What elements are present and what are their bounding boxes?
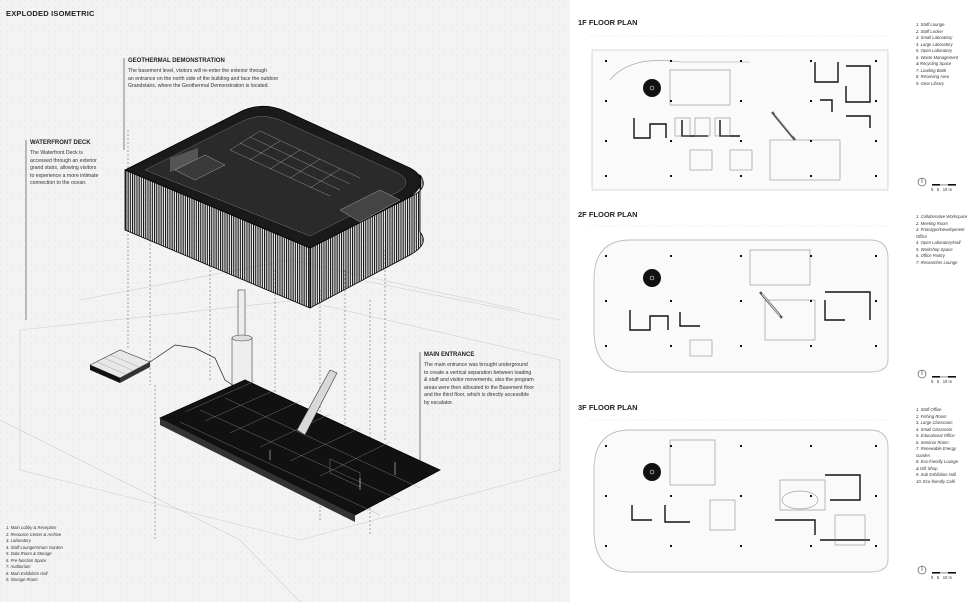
geothermal-title: GEOTHERMAL DEMONSTRATION xyxy=(128,58,225,64)
plan-1f-drawing xyxy=(592,50,888,190)
waterfront-title: WATERFRONT DECK xyxy=(30,140,91,146)
plan-1f-legend: 1. Staff Lounge 2. Staff Locker 3. Small Laboratory 4. Large Laboratory 5. Open Laboratory 6. Waste Management & Recycling Space 7. Loading Bank 8. Receiving Area 9. Gear Library xyxy=(916,22,959,86)
plan-3f-drawing xyxy=(594,430,888,572)
plan-2f-title: 2F FLOOR PLAN xyxy=(578,210,638,219)
plan-2f-legend: 1. Collaborative Workspace 2. Meeting Room 3. Prototype/Development Office 4. Open Laboratory/Hall 5. Workshop Space 6. Office Pantry 7. Researcher Lounge xyxy=(916,214,968,265)
floor-plan-drawings xyxy=(570,0,970,602)
waterfront-text: The Waterfront Deck is accessed through an exterior grand stairs, allowing visitors to experience a more intimate connection to the ocean. xyxy=(30,150,99,187)
plan-1f-scale: 0 5 10 m xyxy=(931,187,952,192)
plan-2f-scale: 0 5 10 m xyxy=(931,379,952,384)
isometric-legend: 1. Main Lobby & Reception 2. Resource Center & Archive 3. Laboratory 4. Staff Lounge/Atrium Garden 5. Data Room & Storage 6. Pre-function Space 7. Auditorium 8. Main Exhibition Hall 9. Storage Room xyxy=(6,525,63,582)
plan-2f-drawing xyxy=(594,240,888,372)
plan-3f-legend: 1. Staff Office 2. Fishing Room 3. Large Classroom 4. Small Classroom 5. Educational Office 6. Seminar Room 7. Renewable Energy Garden 8. Eco-friendly Lounge & Gift Shop 9. Sub Exhibition Hall 10. Eco-friendly Café xyxy=(916,407,958,484)
main-entrance-title: MAIN ENTRANCE xyxy=(424,352,475,358)
plan-3f-scale: 0 5 10 m xyxy=(931,575,952,580)
isometric-heading: EXPLODED ISOMETRIC xyxy=(6,9,95,18)
floor-plans-panel xyxy=(570,0,970,602)
main-entrance-text: The main entrance was brought underground to create a vertical separation between loading & staff and visitor movements, also the program areas were then allocated to the Basement floor and the third floor, which is directly accessible by escalator. xyxy=(424,362,535,406)
plan-3f-title: 3F FLOOR PLAN xyxy=(578,403,638,412)
geothermal-text: The basement level, visitors will re-enter the exterior through an entrance on the north side of the building and face the outdoor Grandstairs, where the Geothermal Demonstration is located. xyxy=(128,68,279,90)
plan-1f-title: 1F FLOOR PLAN xyxy=(578,18,638,27)
